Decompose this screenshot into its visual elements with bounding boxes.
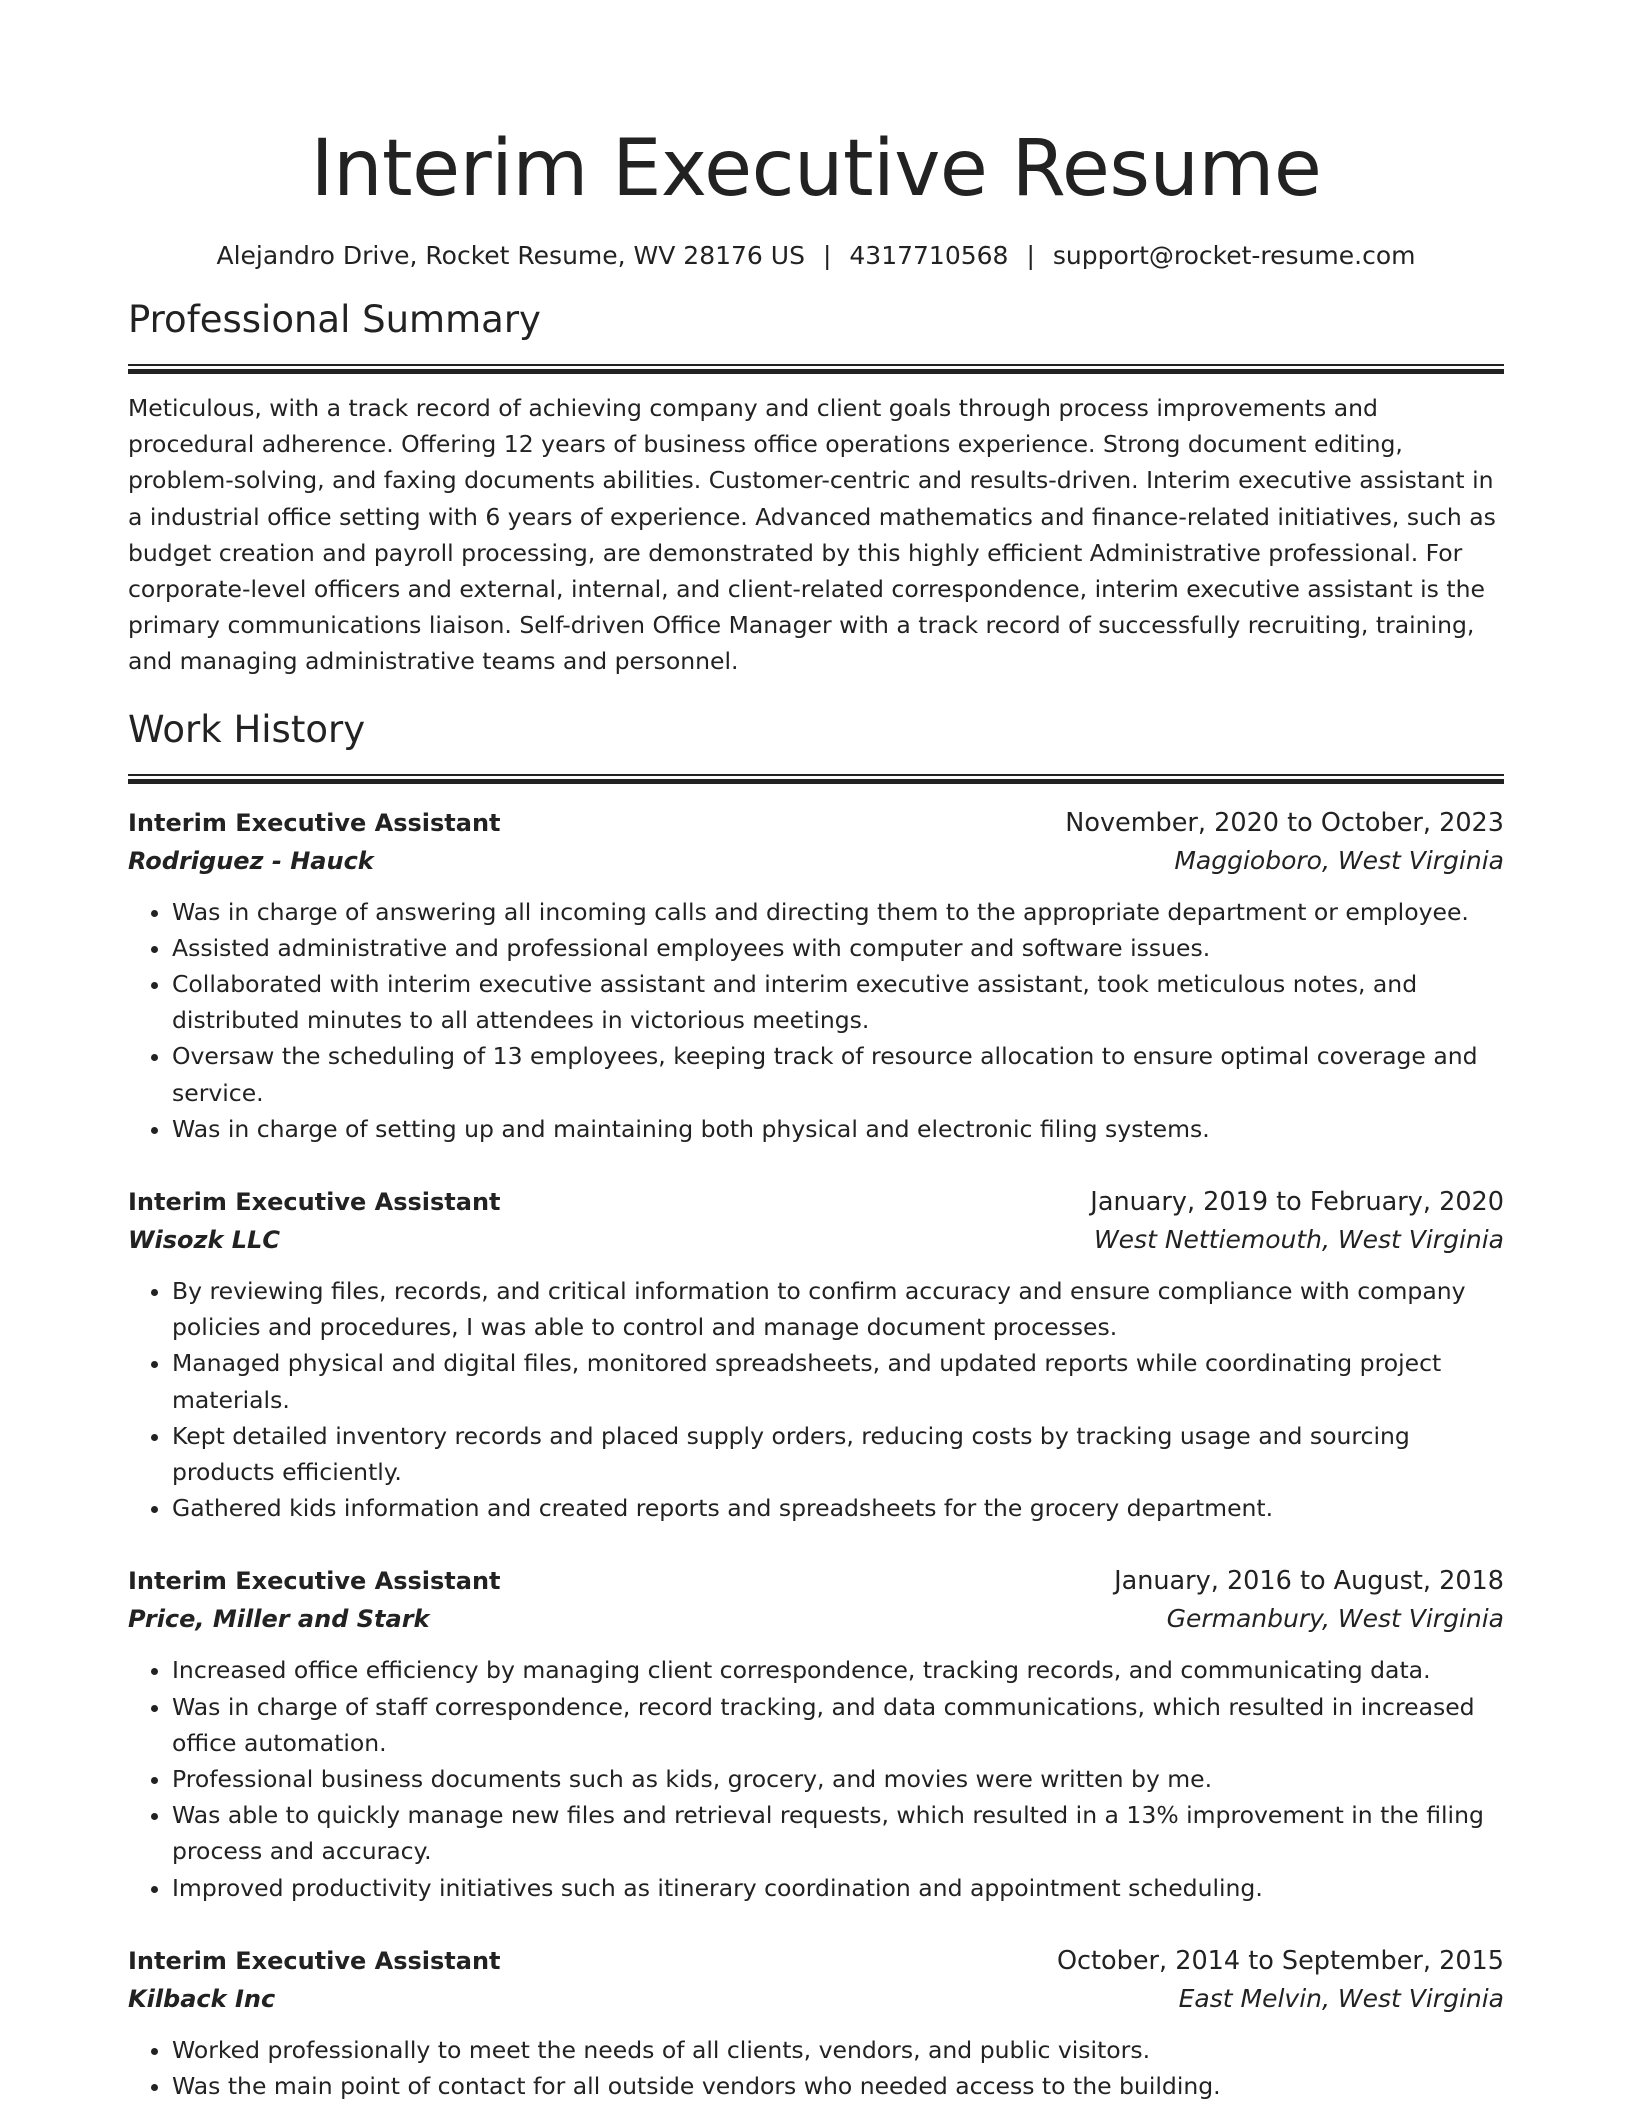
job-entry: [128, 804, 1504, 1147]
contact-separator: |: [1026, 241, 1035, 270]
contact-separator: |: [822, 241, 832, 270]
job-title: Interim Executive Assistant: [128, 1946, 501, 1975]
job-bullet: • Was in charge of answering all incoming calls and directing them to the appropriate department or employee.: [172, 894, 1504, 930]
job-location: Germanbury, West Virginia: [1166, 1604, 1504, 1634]
job-title: Interim Executive Assistant: [128, 808, 501, 837]
job-bullet: • Improved productivity initiatives such as itinerary coordination and appointment scheduling.: [172, 1870, 1504, 1906]
job-bullet-list: [128, 1273, 1504, 1526]
job-company: Price, Miller and Stark: [128, 1605, 430, 1634]
job-bullet: • Professional business documents such as kids, grocery, and movies were written by me.: [172, 1761, 1504, 1797]
job-bullet: • Collaborated with interim executive assistant and interim executive assistant, took meticulous notes, and distributed minutes to all attendees in victorious meetings.: [172, 966, 1504, 1038]
contact-address: Alejandro Drive, Rocket Resume, WV 28176 US: [216, 241, 805, 270]
job-location: West Nettiemouth, West Virginia: [1093, 1225, 1504, 1255]
job-bullet-list: [128, 894, 1504, 1147]
job-bullet: • Gathered kids information and created reports and spreadsheets for the grocery department.: [172, 1490, 1504, 1526]
contact-email: support@rocket-resume.com: [1052, 241, 1416, 270]
job-bullet: • Was the main point of contact for all outside vendors who needed access to the building.: [172, 2068, 1504, 2104]
job-bullet: • By reviewing files, records, and critical information to confirm accuracy and ensure compliance with company policies and procedures, I was able to control and manage document processes.: [172, 1273, 1504, 1345]
summary-paragraph: Meticulous, with a track record of achieving company and client goals through process improvements and procedural adherence. Offering 12 years of business office operations experience. Strong document editing, problem-solving, and faxing documents abilities. Customer-centric and results-driven. Interim executive assistant in a industrial office setting with 6 years of experience. Advanced mathematics and finance-related initiatives, such as budget creation and payroll processing, are demonstrated by this highly efficient Administrative professional. For corporate-level officers and external, internal, and client-related correspondence, interim executive assistant is the primary communications liaison. Self-driven Office Manager with a track record of successfully recruiting, training, and managing administrative teams and personnel.: [128, 394, 1496, 676]
job-entry: [128, 1562, 1504, 1905]
section-heading-work: Work History: [128, 707, 366, 751]
job-bullet: • Worked professionally to meet the needs of all clients, vendors, and public visitors.: [172, 2032, 1504, 2068]
resume-title: Interim Executive Resume: [310, 124, 1322, 214]
section-divider: [128, 774, 1504, 784]
job-company: Wisozk LLC: [128, 1226, 280, 1255]
contact-phone: 4317710568: [849, 241, 1009, 270]
job-dates: January, 2016 to August, 2018: [1114, 1566, 1504, 1597]
job-entry: [128, 1183, 1504, 1526]
job-company: Kilback Inc: [128, 1984, 276, 2013]
resume-page: [128, 0, 1504, 2104]
job-bullet-list: [128, 1652, 1504, 1905]
job-bullet-list: [128, 2032, 1504, 2104]
job-bullet: • Was in charge of staff correspondence, record tracking, and data communications, which resulted in increased office automation.: [172, 1689, 1504, 1761]
job-dates: October, 2014 to September, 2015: [1056, 1945, 1504, 1976]
job-title: Interim Executive Assistant: [128, 1188, 501, 1217]
job-bullet: • Oversaw the scheduling of 13 employees, keeping track of resource allocation to ensure optimal coverage and service.: [172, 1038, 1504, 1110]
job-location: Maggioboro, West Virginia: [1174, 845, 1504, 875]
job-bullet: • Increased office efficiency by managing client correspondence, tracking records, and communicating data.: [172, 1652, 1504, 1688]
contact-line: [128, 238, 1504, 274]
section-heading-summary: Professional Summary: [128, 298, 541, 341]
section-divider: [128, 364, 1504, 374]
work-history-section: [128, 706, 1504, 2105]
job-title: Interim Executive Assistant: [128, 1567, 501, 1596]
job-dates: January, 2019 to February, 2020: [1090, 1187, 1504, 1218]
job-entry: [128, 1942, 1504, 2104]
job-location: East Melvin, West Virginia: [1178, 1983, 1504, 2013]
job-bullet: • Was able to quickly manage new files and retrieval requests, which resulted in a 13% improvement in the filing process and accuracy.: [172, 1797, 1504, 1869]
professional-summary-section: [128, 296, 1504, 680]
job-bullet: • Kept detailed inventory records and placed supply orders, reducing costs by tracking usage and sourcing products efficiently.: [172, 1418, 1504, 1490]
job-bullet: • Was in charge of setting up and maintaining both physical and electronic filing systems.: [172, 1111, 1504, 1147]
job-dates: November, 2020 to October, 2023: [1065, 807, 1504, 838]
job-bullet: • Assisted administrative and professional employees with computer and software issues.: [172, 930, 1504, 966]
job-company: Rodriguez - Hauck: [128, 846, 374, 875]
job-bullet: • Managed physical and digital files, monitored spreadsheets, and updated reports while coordinating project materials.: [172, 1345, 1504, 1417]
